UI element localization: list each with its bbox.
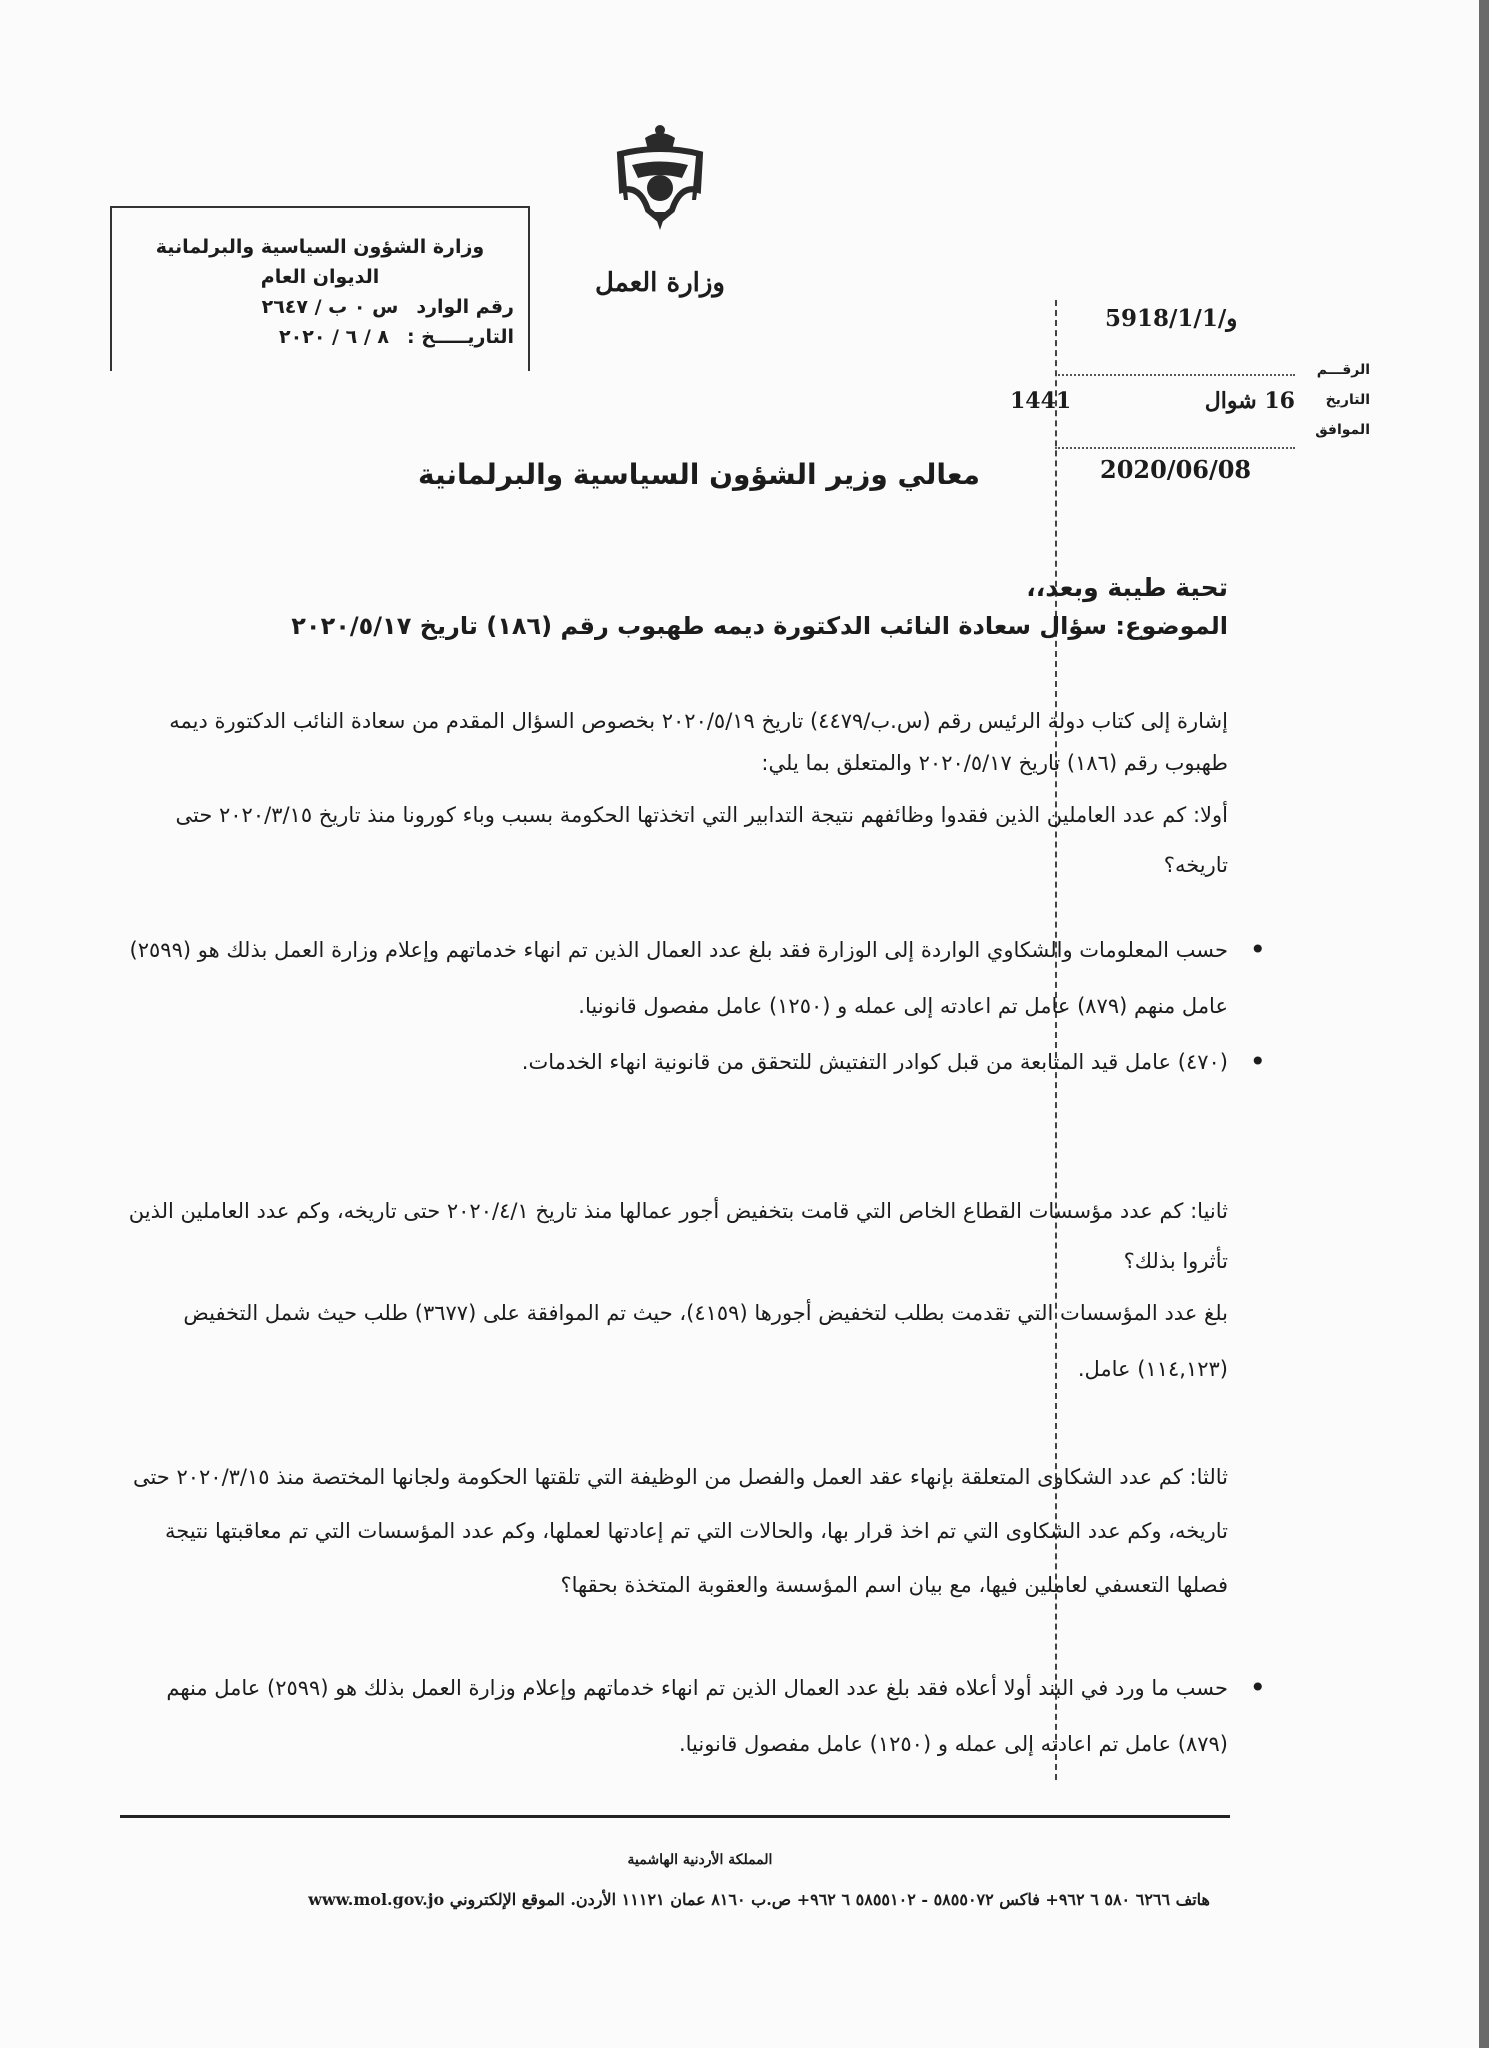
addressee: معالي وزير الشؤون السياسية والبرلمانية xyxy=(418,458,980,491)
corresponding-label: الموافق xyxy=(1315,422,1370,438)
stamp-incoming-label: رقم الوارد xyxy=(416,296,514,318)
answer-3-list xyxy=(120,1660,1268,1772)
footer-contact xyxy=(150,1890,1210,1909)
hijri-day: 16 xyxy=(1264,388,1295,414)
hijri-month: شوال xyxy=(1204,388,1257,414)
ref-label: الرقـــم xyxy=(1316,362,1370,378)
stamp-office: الديوان العام xyxy=(260,266,380,288)
answer-3-item: • حسب ما ورد في البند أولا أعلاه فقد بلغ عدد العمال الذين تم انهاء خدماتهم وإعلام وزارة العمل بذلك هو (٢٥٩٩) عامل منهم (٨٧٩) عامل تم اعادته إلى عمله و (١٢٥٠) عامل مفصول قانونيا. xyxy=(120,1660,1228,1772)
ministry-of-labour-logotype: وزارة العمل xyxy=(595,268,725,298)
intro-paragraph: إشارة إلى كتاب دولة الرئيس رقم (س.ب/٤٤٧٩) تاريخ ٢٠٢٠/٥/١٩ بخصوص السؤال المقدم من سعادة النائب الدكتورة ديمه طهبوب رقم (١٨٦) تاريخ ٢٠٢٠/٥/١٧ والمتعلق بما يلي: xyxy=(169,709,1228,775)
ref-dotted-line xyxy=(1055,374,1295,376)
greeting: تحية طيبة وبعد،، xyxy=(1026,573,1228,602)
question-3: ثالثا: كم عدد الشكاوى المتعلقة بإنهاء عقد العمل والفصل من الوظيفة التي تلقتها الحكومة ولجانها المختصة منذ ٢٠٢٠/٣/١٥ حتى تاريخه، وكم عدد الشكاوى التي تم اخذ قرار بها، والحالات التي تم إعادتها لعملها، وكم عدد المؤسسات التي تم معاقبتها نتيجة فصلها التعسفي لعاملين فيها، مع بيان اسم المؤسسة والعقوبة المتخذة بحقها؟ xyxy=(132,1465,1228,1597)
answer-1-item: • حسب المعلومات والشكاوي الواردة إلى الوزارة فقد بلغ عدد العمال الذين تم انهاء خدماتهم وإعلام وزارة العمل بذلك هو (٢٥٩٩) عامل منهم (٨٧٩) عامل تم اعادته إلى عمله و (١٢٥٠) عامل مفصول قانونيا. xyxy=(120,922,1228,1034)
question-2: ثانيا: كم عدد مؤسسات القطاع الخاص التي قامت بتخفيض أجور عمالها منذ تاريخ ٢٠٢٠/٤/١ حتى تاريخه، وكم عدد العاملين الذين تأثروا بذلك؟ xyxy=(128,1199,1228,1273)
question-1: أولا: كم عدد العاملين الذين فقدوا وظائفهم نتيجة التدابير التي اتخذتها الحكومة بسبب وباء كورونا منذ تاريخ ٢٠٢٠/٣/١٥ حتى تاريخه؟ xyxy=(175,803,1228,877)
footer-divider xyxy=(120,1815,1230,1818)
incoming-stamp xyxy=(110,206,530,371)
date-label: التاريخ xyxy=(1325,392,1370,408)
footer-contact-details: هاتف ٦٢٦٦ ٥٨٠ ٦ ٩٦٢+ فاكس ٥٨٥٥٠٧٢ - ٥٨٥٥١٠٢ ٦ ٩٦٢+ ص.ب ٨١٦٠ عمان ١١١٢١ الأردن. الموقع الإلكتروني xyxy=(449,1890,1210,1909)
reference-number: و/5918/1/1 xyxy=(1105,305,1238,332)
stamp-incoming-value: س ٠ ب / ٢٦٤٧ xyxy=(261,296,399,318)
stamp-ministry: وزارة الشؤون السياسية والبرلمانية xyxy=(155,236,485,258)
coat-of-arms-icon xyxy=(610,120,710,240)
answer-1-list xyxy=(120,922,1268,1090)
answer-1-item: • (٤٧٠) عامل قيد المتابعة من قبل كوادر التفتيش للتحقق من قانونية انهاء الخدمات. xyxy=(120,1034,1228,1090)
hijri-date xyxy=(1010,388,1295,414)
subject-line: الموضوع: سؤال سعادة النائب الدكتورة ديمه طهبوب رقم (١٨٦) تاريخ ٢٠٢٠/٥/١٧ xyxy=(291,612,1228,640)
stamp-incoming-row xyxy=(112,292,528,322)
answer-2: بلغ عدد المؤسسات التي تقدمت بطلب لتخفيض أجورها (٤١٥٩)، حيث تم الموافقة على (٣٦٧٧) طلب حيث شمل التخفيض (١١٤,١٢٣) عامل. xyxy=(183,1301,1228,1381)
date-dotted-line xyxy=(1055,447,1295,449)
stamp-date-value: ٨ / ٦ / ٢٠٢٠ xyxy=(279,326,389,348)
footer-website-link[interactable]: www.mol.gov.jo xyxy=(308,1890,445,1909)
hijri-year: 1441 xyxy=(1010,388,1072,414)
gregorian-date: 2020/06/08 xyxy=(1100,455,1252,484)
scan-edge xyxy=(1479,0,1489,2048)
stamp-date-label: التاريـــــخ : xyxy=(407,326,514,348)
stamp-date-row xyxy=(112,322,528,352)
footer-kingdom: المملكة الأردنية الهاشمية xyxy=(627,1852,773,1868)
reference-labels xyxy=(1300,355,1370,445)
